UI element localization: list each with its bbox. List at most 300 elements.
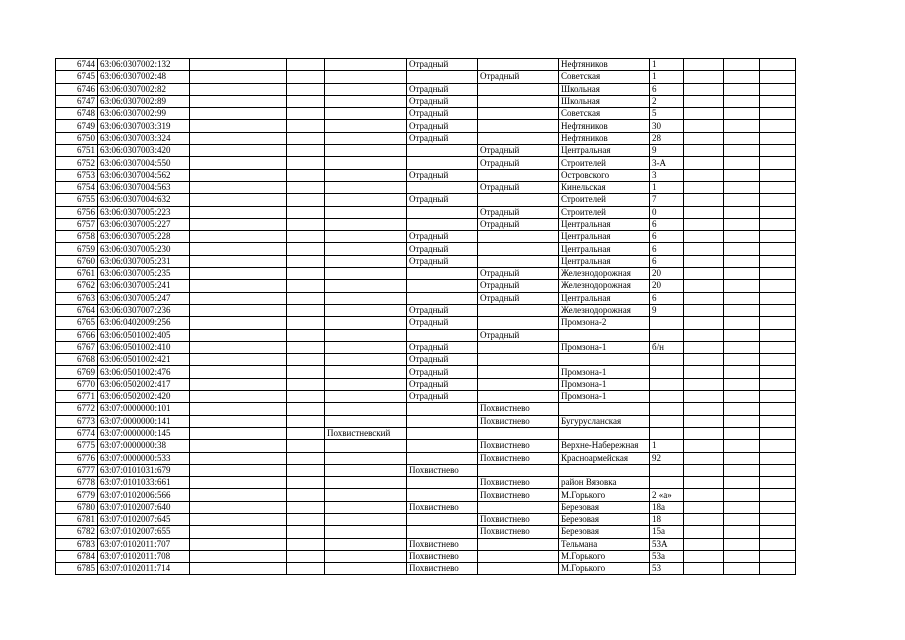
table-cell[interactable] [684,513,724,525]
table-cell[interactable] [760,341,796,353]
table-cell[interactable]: Березовая [559,526,650,538]
table-cell[interactable] [287,243,325,255]
table-cell[interactable] [407,71,478,83]
table-cell[interactable]: 6 [650,83,684,95]
table-cell[interactable] [190,366,287,378]
table-cell[interactable]: 6762 [56,280,98,292]
table-cell[interactable] [684,157,724,169]
table-cell[interactable] [684,464,724,476]
table-cell[interactable]: Строителей [559,206,650,218]
table-cell[interactable] [190,513,287,525]
table-cell[interactable] [325,489,407,501]
table-cell[interactable]: Похвистнево [478,415,559,427]
table-cell[interactable] [190,95,287,107]
table-cell[interactable]: Отрадный [478,145,559,157]
table-cell[interactable] [760,194,796,206]
table-cell[interactable] [684,391,724,403]
table-cell[interactable] [650,317,684,329]
table-cell[interactable]: 6782 [56,526,98,538]
table-cell[interactable] [760,317,796,329]
table-cell[interactable] [760,59,796,71]
table-cell[interactable] [684,231,724,243]
table-cell[interactable]: 63:06:0307002:132 [98,59,190,71]
table-cell[interactable] [559,427,650,439]
table-cell[interactable]: 20 [650,268,684,280]
table-cell[interactable] [724,403,760,415]
table-cell[interactable]: 63:06:0307002:48 [98,71,190,83]
table-cell[interactable]: Отрадный [478,206,559,218]
table-cell[interactable]: 6753 [56,169,98,181]
table-cell[interactable]: Отрадный [407,378,478,390]
table-cell[interactable]: Похвистнево [478,440,559,452]
table-cell[interactable]: 63:07:0000000:145 [98,427,190,439]
table-cell[interactable]: М.Горького [559,563,650,575]
table-cell[interactable] [559,464,650,476]
table-cell[interactable]: 6750 [56,132,98,144]
table-cell[interactable]: Строителей [559,157,650,169]
table-cell[interactable] [325,403,407,415]
table-cell[interactable] [724,354,760,366]
table-cell[interactable] [760,132,796,144]
table-cell[interactable] [287,206,325,218]
table-cell[interactable] [724,292,760,304]
table-cell[interactable]: Островского [559,169,650,181]
table-cell[interactable] [760,489,796,501]
table-cell[interactable] [684,403,724,415]
table-cell[interactable] [287,341,325,353]
table-cell[interactable] [287,440,325,452]
table-cell[interactable] [190,317,287,329]
table-cell[interactable] [650,329,684,341]
table-cell[interactable]: 6775 [56,440,98,452]
table-cell[interactable]: 63:06:0307002:82 [98,83,190,95]
table-cell[interactable] [650,415,684,427]
table-cell[interactable] [684,304,724,316]
table-cell[interactable]: Промзона-1 [559,391,650,403]
table-cell[interactable]: Отрадный [478,71,559,83]
table-cell[interactable] [684,354,724,366]
table-cell[interactable]: 63:07:0102006:566 [98,489,190,501]
table-cell[interactable]: 63:06:0307004:562 [98,169,190,181]
table-cell[interactable]: 9 [650,145,684,157]
table-cell[interactable]: Красноармейская [559,452,650,464]
table-cell[interactable]: Похвистнево [407,501,478,513]
table-cell[interactable] [724,378,760,390]
table-cell[interactable]: Отрадный [478,280,559,292]
table-cell[interactable]: Центральная [559,145,650,157]
table-cell[interactable]: 63:06:0307005:227 [98,218,190,230]
table-cell[interactable]: Промзона-2 [559,317,650,329]
table-cell[interactable] [190,391,287,403]
table-cell[interactable]: Промзона-1 [559,366,650,378]
table-cell[interactable]: Похвистнево [478,452,559,464]
table-cell[interactable] [760,464,796,476]
table-cell[interactable] [478,169,559,181]
table-cell[interactable] [325,255,407,267]
table-cell[interactable] [190,526,287,538]
table-cell[interactable] [190,157,287,169]
table-cell[interactable] [760,108,796,120]
table-cell[interactable] [760,378,796,390]
table-cell[interactable] [559,329,650,341]
table-cell[interactable] [325,120,407,132]
table-cell[interactable] [190,440,287,452]
table-cell[interactable]: 63:06:0307005:241 [98,280,190,292]
table-cell[interactable] [478,354,559,366]
table-cell[interactable] [190,181,287,193]
table-cell[interactable] [190,120,287,132]
table-cell[interactable] [190,268,287,280]
table-cell[interactable]: Отрадный [478,292,559,304]
table-cell[interactable] [650,403,684,415]
table-cell[interactable] [190,452,287,464]
table-cell[interactable] [760,501,796,513]
table-cell[interactable]: 2 [650,95,684,107]
table-cell[interactable]: Похвистневский [325,427,407,439]
table-cell[interactable]: 3 [650,169,684,181]
table-cell[interactable] [190,538,287,550]
table-cell[interactable]: Отрадный [407,391,478,403]
table-cell[interactable] [190,59,287,71]
table-cell[interactable] [724,464,760,476]
table-cell[interactable] [407,489,478,501]
table-cell[interactable] [724,206,760,218]
table-cell[interactable] [287,452,325,464]
table-cell[interactable] [287,550,325,562]
table-cell[interactable]: 63:07:0101033:661 [98,477,190,489]
table-cell[interactable] [287,157,325,169]
table-cell[interactable] [684,169,724,181]
table-cell[interactable] [724,538,760,550]
table-cell[interactable] [724,71,760,83]
table-cell[interactable]: 6757 [56,218,98,230]
table-cell[interactable] [760,415,796,427]
table-cell[interactable]: М.Горького [559,550,650,562]
table-cell[interactable] [684,280,724,292]
table-cell[interactable]: 6773 [56,415,98,427]
table-cell[interactable] [407,452,478,464]
table-cell[interactable]: 1 [650,181,684,193]
table-cell[interactable] [407,477,478,489]
table-cell[interactable] [287,526,325,538]
table-cell[interactable]: 6 [650,218,684,230]
table-cell[interactable] [760,145,796,157]
table-cell[interactable]: Центральная [559,243,650,255]
table-cell[interactable] [287,71,325,83]
table-cell[interactable] [407,157,478,169]
table-cell[interactable] [478,538,559,550]
table-cell[interactable]: Нефтяников [559,132,650,144]
table-cell[interactable] [325,440,407,452]
table-cell[interactable]: Отрадный [407,243,478,255]
table-cell[interactable] [760,477,796,489]
table-cell[interactable] [724,317,760,329]
table-cell[interactable]: 63:06:0307003:420 [98,145,190,157]
table-cell[interactable]: 92 [650,452,684,464]
table-cell[interactable] [478,132,559,144]
table-cell[interactable] [760,292,796,304]
table-cell[interactable] [760,366,796,378]
table-cell[interactable] [287,427,325,439]
table-cell[interactable]: Советская [559,108,650,120]
table-cell[interactable] [684,255,724,267]
table-cell[interactable] [684,145,724,157]
table-cell[interactable] [190,477,287,489]
table-cell[interactable] [190,427,287,439]
table-cell[interactable] [760,169,796,181]
table-cell[interactable] [190,329,287,341]
table-cell[interactable] [724,181,760,193]
table-cell[interactable]: 53А [650,538,684,550]
table-cell[interactable]: 63:06:0307002:89 [98,95,190,107]
table-cell[interactable]: Центральная [559,292,650,304]
table-cell[interactable]: 63:06:0402009:256 [98,317,190,329]
table-cell[interactable] [724,513,760,525]
table-cell[interactable] [287,169,325,181]
table-cell[interactable] [760,218,796,230]
table-cell[interactable]: 5 [650,108,684,120]
table-cell[interactable]: 6769 [56,366,98,378]
table-cell[interactable] [325,83,407,95]
table-cell[interactable] [684,83,724,95]
table-cell[interactable] [287,378,325,390]
table-cell[interactable] [760,231,796,243]
table-cell[interactable]: 6777 [56,464,98,476]
table-cell[interactable]: Школьная [559,95,650,107]
table-cell[interactable]: Отрадный [407,304,478,316]
table-cell[interactable] [287,513,325,525]
table-cell[interactable] [684,268,724,280]
table-cell[interactable]: Отрадный [407,366,478,378]
table-cell[interactable]: 63:06:0307005:223 [98,206,190,218]
table-cell[interactable] [287,59,325,71]
table-cell[interactable] [684,59,724,71]
table-cell[interactable] [724,501,760,513]
table-cell[interactable] [650,477,684,489]
table-cell[interactable]: 6747 [56,95,98,107]
table-cell[interactable] [287,563,325,575]
table-cell[interactable] [478,563,559,575]
table-cell[interactable] [724,231,760,243]
table-cell[interactable] [478,378,559,390]
table-cell[interactable]: 63:07:0102007:645 [98,513,190,525]
table-cell[interactable]: 6744 [56,59,98,71]
table-cell[interactable] [407,181,478,193]
table-cell[interactable]: 63:07:0102011:708 [98,550,190,562]
table-cell[interactable]: 6 [650,231,684,243]
table-cell[interactable] [760,95,796,107]
table-cell[interactable] [190,255,287,267]
table-cell[interactable]: 63:06:0307005:247 [98,292,190,304]
table-cell[interactable] [478,108,559,120]
table-cell[interactable]: 63:06:0307004:563 [98,181,190,193]
table-cell[interactable] [724,268,760,280]
table-cell[interactable] [407,280,478,292]
table-cell[interactable]: Центральная [559,218,650,230]
table-cell[interactable]: 2 «а» [650,489,684,501]
table-cell[interactable] [724,415,760,427]
table-cell[interactable] [407,513,478,525]
table-cell[interactable]: Похвистнево [407,563,478,575]
table-cell[interactable] [684,132,724,144]
table-cell[interactable] [190,550,287,562]
table-cell[interactable] [684,415,724,427]
table-cell[interactable] [724,157,760,169]
table-cell[interactable] [724,194,760,206]
table-cell[interactable]: 63:07:0101031:679 [98,464,190,476]
table-cell[interactable] [325,550,407,562]
table-cell[interactable] [190,501,287,513]
table-cell[interactable] [478,83,559,95]
table-cell[interactable] [650,354,684,366]
table-cell[interactable] [190,354,287,366]
table-cell[interactable] [325,268,407,280]
table-cell[interactable] [325,59,407,71]
table-cell[interactable]: Центральная [559,231,650,243]
table-cell[interactable]: 6748 [56,108,98,120]
table-cell[interactable] [760,243,796,255]
table-cell[interactable] [684,501,724,513]
table-cell[interactable] [287,403,325,415]
table-cell[interactable] [724,218,760,230]
table-cell[interactable]: 63:07:0000000:141 [98,415,190,427]
table-cell[interactable] [325,292,407,304]
table-cell[interactable]: 15а [650,526,684,538]
table-cell[interactable] [724,132,760,144]
table-cell[interactable] [190,403,287,415]
table-cell[interactable]: Похвистнево [478,403,559,415]
table-cell[interactable] [760,440,796,452]
table-cell[interactable]: 6768 [56,354,98,366]
table-cell[interactable] [559,354,650,366]
table-cell[interactable] [724,145,760,157]
table-cell[interactable] [325,329,407,341]
table-cell[interactable]: 28 [650,132,684,144]
table-cell[interactable] [760,120,796,132]
table-cell[interactable] [407,145,478,157]
table-cell[interactable]: 53 [650,563,684,575]
table-cell[interactable] [478,464,559,476]
table-cell[interactable] [478,59,559,71]
table-cell[interactable] [287,95,325,107]
table-cell[interactable]: Центральная [559,255,650,267]
table-cell[interactable]: 63:06:0307002:99 [98,108,190,120]
table-cell[interactable]: Кинельская [559,181,650,193]
table-cell[interactable] [407,206,478,218]
table-cell[interactable]: Железнодорожная [559,268,650,280]
table-cell[interactable] [684,329,724,341]
table-cell[interactable] [190,231,287,243]
table-cell[interactable]: 6771 [56,391,98,403]
table-cell[interactable]: Отрадный [407,132,478,144]
table-cell[interactable] [684,218,724,230]
table-cell[interactable] [190,341,287,353]
table-cell[interactable] [724,95,760,107]
table-cell[interactable] [760,452,796,464]
table-cell[interactable]: 6 [650,243,684,255]
table-cell[interactable] [478,501,559,513]
table-cell[interactable] [760,329,796,341]
table-cell[interactable]: 6776 [56,452,98,464]
table-cell[interactable] [684,95,724,107]
table-cell[interactable]: Железнодорожная [559,304,650,316]
table-cell[interactable] [325,378,407,390]
table-cell[interactable] [287,194,325,206]
table-cell[interactable] [650,378,684,390]
table-cell[interactable] [325,415,407,427]
table-cell[interactable] [287,477,325,489]
table-cell[interactable] [407,268,478,280]
table-cell[interactable] [760,550,796,562]
table-cell[interactable] [760,83,796,95]
table-cell[interactable] [287,83,325,95]
table-cell[interactable]: Похвистнево [478,513,559,525]
table-cell[interactable]: 6745 [56,71,98,83]
table-cell[interactable]: 6759 [56,243,98,255]
table-cell[interactable]: М.Горького [559,489,650,501]
table-cell[interactable] [478,304,559,316]
table-cell[interactable]: Школьная [559,83,650,95]
table-cell[interactable]: 30 [650,120,684,132]
table-cell[interactable] [684,292,724,304]
table-cell[interactable] [325,95,407,107]
table-cell[interactable] [724,477,760,489]
table-cell[interactable] [325,181,407,193]
table-cell[interactable]: 63:06:0307007:236 [98,304,190,316]
table-cell[interactable]: Похвистнево [478,477,559,489]
table-cell[interactable] [287,108,325,120]
table-cell[interactable]: Промзона-1 [559,378,650,390]
table-cell[interactable] [760,354,796,366]
table-cell[interactable] [724,59,760,71]
table-cell[interactable] [287,268,325,280]
table-cell[interactable] [760,538,796,550]
table-cell[interactable] [407,218,478,230]
table-cell[interactable] [287,280,325,292]
table-cell[interactable]: 63:06:0307005:228 [98,231,190,243]
table-cell[interactable] [724,341,760,353]
table-cell[interactable] [190,563,287,575]
table-cell[interactable] [287,132,325,144]
table-cell[interactable] [684,317,724,329]
table-cell[interactable] [760,403,796,415]
table-cell[interactable] [325,317,407,329]
table-cell[interactable]: Отрадный [407,59,478,71]
table-cell[interactable]: Отрадный [407,354,478,366]
table-cell[interactable] [325,464,407,476]
table-cell[interactable]: Отрадный [407,169,478,181]
table-cell[interactable]: 63:07:0102011:707 [98,538,190,550]
table-cell[interactable] [287,501,325,513]
table-cell[interactable] [287,255,325,267]
table-cell[interactable] [190,132,287,144]
table-cell[interactable]: Советская [559,71,650,83]
table-cell[interactable]: 6751 [56,145,98,157]
table-cell[interactable] [287,354,325,366]
table-cell[interactable] [325,108,407,120]
table-cell[interactable] [684,378,724,390]
table-cell[interactable] [287,317,325,329]
table-cell[interactable] [684,366,724,378]
table-cell[interactable] [287,366,325,378]
table-cell[interactable] [325,71,407,83]
table-cell[interactable] [650,391,684,403]
table-cell[interactable] [650,366,684,378]
table-cell[interactable] [325,452,407,464]
table-cell[interactable] [684,489,724,501]
table-cell[interactable]: Похвистнево [478,489,559,501]
table-cell[interactable]: 63:06:0501002:476 [98,366,190,378]
